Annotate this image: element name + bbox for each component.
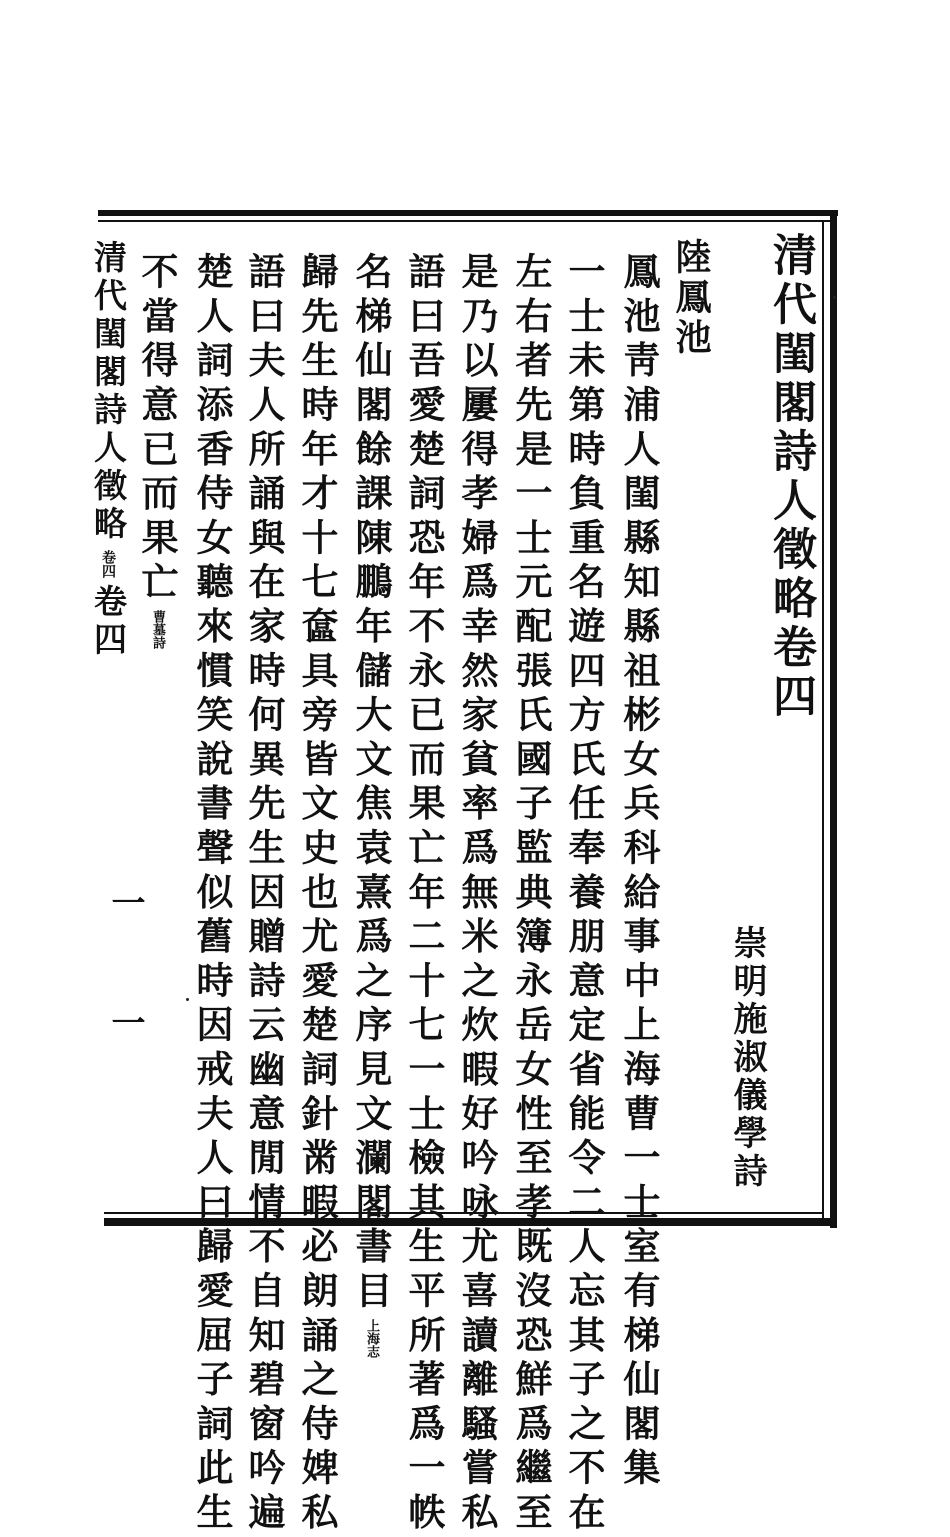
subject-name: 陸鳳池	[670, 238, 712, 358]
body-column-9: 楚人詞添香侍女聽來慣笑說書聲似舊時因戒夫人曰歸愛屈子詞此生	[190, 252, 234, 1537]
body-column-10	[135, 252, 179, 650]
body-column-3: 左右者先是一士元配張氏國子監典簿永岳女性至孝既沒恐鮮爲繼至	[509, 252, 553, 1537]
margin-title-text: 清代閨閣詩人徵略	[89, 240, 128, 544]
body-column-7: 歸先生時年才十七奩具旁皆文史也尤愛楚詞針黹暇必朗誦之侍婢私	[295, 252, 339, 1537]
body-column-1: 鳳池靑浦人閨縣知縣祖彬女兵科給事中上海曹一士室有梯仙閣集	[617, 252, 661, 1493]
folio-mark-1: 一	[105, 885, 145, 919]
margin-note: 卷四	[100, 550, 116, 578]
margin-title	[89, 240, 128, 660]
body-column-6-text: 名梯仙閣餘課陳鵬年儲大文焦袁熹爲之序見文瀾閣書目	[349, 252, 393, 1316]
body-column-4: 是乃以屢得孝婦爲幸然家貧率爲無米之炊暇好吟咏尤喜讀離騷嘗私	[455, 252, 499, 1537]
body-column-2: 一士未第時負重名遊四方氏任奉養朋意定省能令二人忘其子之不在	[562, 252, 606, 1537]
margin-volume: 卷四	[89, 584, 128, 660]
ink-speck	[833, 296, 836, 299]
frame-right-inner-rule	[822, 220, 824, 1220]
body-column-5: 語曰吾愛楚詞恐年不永已而果亡年二十七一士檢其生平所著爲一帙	[402, 252, 446, 1537]
body-column-6-note: 上海志	[364, 1319, 379, 1359]
ink-speck	[186, 998, 189, 1001]
frame-top-rule	[98, 210, 838, 216]
body-column-8: 語曰夫人所誦與在家時何異先生因贈詩云幽意閒情不自知碧窗吟遍	[242, 252, 286, 1537]
frame-top-inner-rule	[98, 220, 832, 222]
body-column-6	[349, 252, 393, 1359]
frame-right-rule	[830, 210, 837, 1228]
body-column-10-text: 不當得意已而果亡	[135, 252, 179, 607]
body-column-10-note: 曹墓詩	[150, 610, 165, 650]
author-line: 崇明施淑儀學詩	[727, 925, 767, 1191]
volume-title: 清代閨閣詩人徵略卷四	[765, 232, 816, 722]
folio-mark-2: 一	[105, 1005, 145, 1039]
